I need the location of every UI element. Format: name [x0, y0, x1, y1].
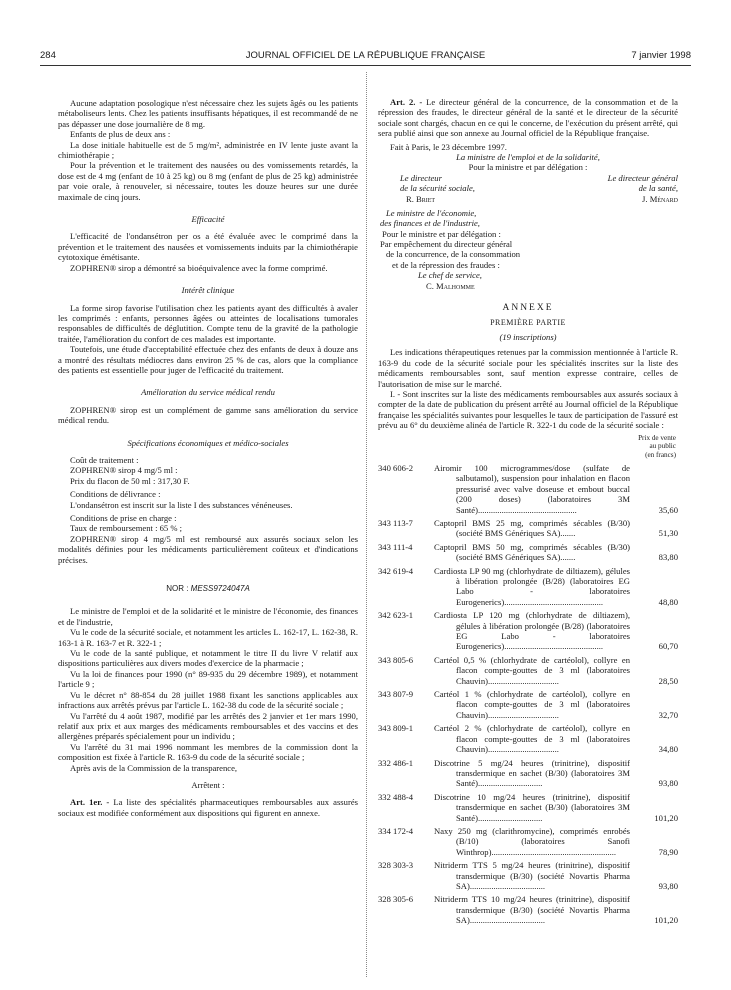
price-column-header	[378, 434, 678, 460]
paragraph: L'efficacité de l'ondansétron per os a été évaluée avec le comprimé dans la prévention et le traitement des nausées et vomissements induits par la chimiothérapie cytotoxique émétisante.	[58, 231, 358, 263]
chef-name: C. Malhomme	[426, 280, 475, 291]
vu-clause: Vu le décret n° 88-854 du 28 juillet 1988 fixant les sanctions applicables aux infractions aux arrêtés prévus par l'article L. 162-38 du code de la sécurité sociale ;	[58, 689, 358, 711]
medication-code: 328 303-3	[378, 860, 414, 871]
medication-price: 60,70	[658, 641, 678, 652]
ministre-emploi: La ministre de l'emploi et de la solidarité,	[456, 152, 600, 163]
medication-code: 342 619-4	[378, 565, 414, 576]
paragraph: ZOPHREN® sirop est un complément de gamme sans amélioration du service médical rendu.	[58, 404, 358, 426]
section-heading-amelioration: Amélioration du service médical rendu	[141, 387, 275, 398]
pour-la-ministre: Pour la ministre et par délégation :	[468, 162, 588, 173]
medication-code: 343 809-1	[378, 723, 414, 734]
left-column	[58, 98, 358, 818]
medication-price: 34,80	[658, 744, 678, 755]
signature-right	[538, 173, 678, 194]
medication-row	[378, 542, 678, 563]
empechement: Par empêchement du directeur général	[380, 239, 513, 250]
inscriptions-count: (19 inscriptions)	[499, 331, 557, 342]
empechement: de la concurrence, de la consommation	[386, 249, 521, 260]
right-column	[378, 97, 678, 926]
article-1-label: Art. 1er. -	[70, 797, 110, 808]
medication-description: Airomir 100 microgrammes/dose (sulfate de salbutamol), suspension pour inhalation en flacon pressurisé avec valve doseuse et embout buccal (200 doses) (laboratoires 3M Santé)..............................................	[434, 462, 630, 515]
nor-reference	[58, 584, 358, 594]
medication-row	[378, 826, 678, 857]
vu-clause: Vu l'arrêté du 4 août 1987, modifié par les arrêtés des 2 janvier et 1er mars 1990, relatif aux prix et aux marges des médicaments remboursables et des vaccins et des allergènes préparés spécialement pour un individu ;	[58, 710, 358, 742]
paragraph: Aucune adaptation posologique n'est nécessaire chez les sujets âgés ou les patients métaboliseurs lents. Chez les patients insuffisants hépatiques, il est recommandé de ne pas dépasser une dose journalière de 8 mg.	[58, 98, 358, 129]
spec-line: Prix du flacon de 50 ml : 317,30 F.	[70, 475, 190, 486]
arretent: Arrêtent :	[191, 779, 225, 790]
article-1-text: La liste des spécialités pharmaceutiques remboursables aux assurés sociaux est modifiée conformément aux dispositions qui figurent en annexe.	[58, 797, 358, 818]
arrete-intro: Le ministre de l'emploi et de la solidarité et le ministre de l'économie, des finances et de l'industrie,	[58, 606, 358, 627]
medication-description: Nitriderm TTS 10 mg/24 heures (trinitrine), dispositif transdermique (B/30) (société Novartis Pharma SA)...................................	[434, 894, 630, 926]
spec-line: Taux de remboursement : 65 % ;	[70, 523, 183, 534]
article-2	[378, 97, 678, 139]
section-heading-interet: Intérêt clinique	[181, 285, 235, 296]
medication-description: Cardiosta LP 120 mg (chlorhydrate de diltiazem), gélules à libération prolongée (B/28) (laboratoires EG Labo - laboratoires Eurogenerics)..............................................	[434, 610, 630, 652]
signature-title: Le directeur	[400, 172, 442, 183]
medication-price: 35,60	[658, 504, 678, 515]
spec-line: ZOPHREN® sirop 4 mg/5 ml :	[70, 465, 178, 476]
paragraph: Toutefois, une étude d'acceptabilité effectuée chez des enfants de deux à douze ans a montré des résultats médiocres dans environ 25 % de cas, alors que la compliance des patients est essentielle pour juger de l'efficacité du traitement.	[58, 344, 358, 375]
paragraph: Enfants de plus de deux ans :	[70, 129, 171, 140]
page-header	[40, 50, 691, 64]
medication-price: 93,80	[658, 880, 678, 891]
signature-title: de la santé,	[638, 183, 678, 194]
issue-date: 7 janvier 1998	[631, 50, 691, 61]
header-rule	[40, 65, 691, 66]
ministre-economie: des finances et de l'industrie,	[380, 218, 480, 229]
signature-left	[400, 173, 550, 194]
medication-description: Cartéol 0,5 % (chlorhydrate de cartéolol), collyre en flacon compte-gouttes de 3 ml (laboratoires Chauvin).................................	[434, 654, 630, 686]
spec-line: Conditions de prise en charge :	[70, 513, 177, 523]
medication-row	[378, 655, 678, 686]
vu-clause: Après avis de la Commission de la transparence,	[70, 762, 238, 773]
article-2-text: Le directeur général de la concurrence, de la consommation et de la répression des fraudes, le directeur général de la santé et le directeur de la sécurité sociale sont chargés, chacun en ce qui le concerne, de l'exécution du présent arrêté, qui sera publié ainsi que son annexe au Journal officiel de la République française.	[378, 97, 678, 139]
medication-description: Discotrine 5 mg/24 heures (trinitrine), dispositif transdermique en sachet (B/30) (laboratoires 3M Santé)..............................	[434, 757, 630, 789]
section-heading-specifications: Spécifications économiques et médico-sociales	[127, 437, 289, 448]
signature-title: Le directeur général	[607, 172, 678, 183]
medication-price: 32,70	[658, 709, 678, 720]
paragraph: Pour la prévention et le traitement des nausées ou des vomissements retardés, la dose est de 4 mg (enfant de 10 à 25 kg) ou 8 mg (enfant de plus de 25 kg) administrée par voie orale, à renouveler, si nécessaire, toutes les douze heures sur une durée maximale de cinq jours.	[58, 160, 358, 202]
medication-price: 28,50	[658, 675, 678, 686]
paragraph: ZOPHREN® sirop a démontré sa bioéquivalence avec la forme comprimé.	[70, 262, 328, 273]
ministre-economie: Le ministre de l'économie,	[386, 207, 477, 218]
medication-code: 342 623-1	[378, 610, 414, 621]
empechement: et de la répression des fraudes :	[392, 259, 500, 270]
medication-description: Nitriderm TTS 5 mg/24 heures (trinitrine), dispositif transdermique (B/30) (société Novartis Pharma SA)...................................	[434, 860, 630, 891]
price-header-line: (en francs)	[645, 451, 676, 460]
journal-title: JOURNAL OFFICIEL DE LA RÉPUBLIQUE FRANÇAISE	[245, 50, 486, 61]
medication-row	[378, 610, 678, 652]
medication-row	[378, 463, 678, 515]
price-header-line: Prix de vente	[638, 433, 676, 442]
vu-clause: Vu le code de la sécurité sociale, et notamment les articles L. 162-17, L. 162-38, R. 163-1 à R. 163-7 et R. 322-1 ;	[58, 627, 358, 648]
medication-row	[378, 723, 678, 754]
paragraph: La forme sirop favorise l'utilisation chez les patients ayant des difficultés à avaler les comprimés : enfants, personnes âgées ou atteintes de localisations tumorales responsables de difficultés de déglutition. Compte tenu de la gravité de la pathologie traitée, l'amélioration du confort de ces malades est importante.	[58, 302, 358, 344]
medication-price: 101,20	[654, 812, 678, 823]
medication-code: 343 805-6	[378, 654, 414, 665]
medication-row	[378, 860, 678, 891]
medication-row	[378, 894, 678, 925]
signature-left-name: R. Briet	[406, 193, 436, 204]
medication-code: 343 111-4	[378, 541, 413, 552]
medication-price: 93,80	[658, 778, 678, 789]
nor-code: MESS9724047A	[190, 584, 250, 594]
medication-row	[378, 792, 678, 823]
signatures-block	[378, 173, 678, 205]
spec-line: ZOPHREN® sirop 4 mg/5 ml est remboursé aux assurés sociaux selon les modalités définies pour les médicaments particulièrement coûteux et d'indications précises.	[58, 533, 358, 565]
section-1: I. - Sont inscrites sur la liste des médicaments remboursables aux assurés sociaux à compter de la date de publication du présent arrêté au Journal officiel de la République française les spécialités suivantes pour lesquelles le taux de participation de l'assuré est prévu au 6° du deuxième alinéa de l'article R. 322-1 du code de la sécurité sociale :	[378, 388, 678, 431]
medication-description: Discotrine 10 mg/24 heures (trinitrine), dispositif transdermique en sachet (B/30) (laboratoires 3M Santé)..............................	[434, 791, 630, 823]
medication-row	[378, 518, 678, 539]
medication-price: 48,80	[658, 596, 678, 607]
spec-line: L'ondansétron est inscrit sur la liste I des substances vénéneuses.	[70, 499, 293, 510]
medication-description: Cardiosta LP 90 mg (chlorhydrate de diltiazem), gélules à libération prolongée (B/28) (laboratoires EG Labo - laboratoires Eurogenerics)..............................................	[434, 565, 630, 607]
annexe-intro: Les indications thérapeutiques retenues par la commission mentionnée à l'article R. 163-9 du code de la sécurité sociale pour les spécialités inscrites sur la liste des médicaments remboursables sont, sauf mention expresse contraire, celles de l'autorisation de mise sur le marché.	[378, 347, 678, 389]
article-1	[58, 797, 358, 818]
page-number: 284	[40, 50, 56, 61]
signature-right-name: J. Ménard	[642, 193, 678, 204]
column-divider	[366, 72, 367, 977]
medication-row	[378, 566, 678, 608]
medication-code: 343 807-9	[378, 689, 414, 700]
medication-code: 340 606-2	[378, 462, 414, 473]
section-heading-efficacite: Efficacité	[191, 214, 225, 225]
medication-code: 328 305-6	[378, 894, 414, 905]
medication-price: 101,20	[654, 915, 678, 926]
annexe-title: ANNEXE	[502, 303, 554, 314]
medication-description: Cartéol 2 % (chlorhydrate de cartéolol), collyre en flacon compte-gouttes de 3 ml (laboratoires Chauvin).................................	[434, 723, 630, 755]
medication-code: 332 486-1	[378, 757, 414, 768]
medication-code: 343 113-7	[378, 517, 413, 528]
pour-le-ministre: Pour le ministre et par délégation :	[382, 228, 501, 239]
medication-description: Naxy 250 mg (clarithromycine), comprimés enrobés (B/10) (laboratoires Sanofi Winthrop)..........................................................	[434, 825, 630, 857]
medication-description: Captopril BMS 50 mg, comprimés sécables (B/30) (société BMS Génériques SA).......	[434, 541, 630, 563]
vu-clause: Vu la loi de finances pour 1990 (n° 89-935 du 29 décembre 1989), et notamment l'article 9 ;	[58, 668, 358, 690]
chef-de-service: Le chef de service,	[418, 270, 482, 281]
medication-row	[378, 689, 678, 720]
medication-row	[378, 758, 678, 789]
medication-description: Cartéol 1 % (chlorhydrate de cartéolol), collyre en flacon compte-gouttes de 3 ml (laboratoires Chauvin).................................	[434, 689, 630, 720]
signature-title: de la sécurité sociale,	[400, 183, 475, 194]
nor-label: NOR :	[166, 584, 189, 594]
price-header-line: au public	[649, 442, 676, 451]
premiere-partie: PREMIÈRE PARTIE	[490, 317, 566, 327]
medication-code: 332 488-4	[378, 791, 414, 802]
spec-line: Coût de traitement :	[70, 454, 139, 465]
medication-price: 78,90	[658, 846, 678, 857]
medication-list	[378, 463, 678, 926]
vu-clause: Vu l'arrêté du 31 mai 1996 nommant les membres de la commission dont la composition est fixée à l'article R. 163-9 du code de la sécurité sociale ;	[58, 741, 358, 763]
article-2-label: Art. 2. -	[390, 97, 423, 107]
medication-price: 83,80	[658, 552, 678, 563]
medication-description: Captopril BMS 25 mg, comprimés sécables (B/30) (société BMS Génériques SA).......	[434, 517, 630, 539]
fait-a-paris: Fait à Paris, le 23 décembre 1997.	[390, 141, 507, 152]
medication-code: 334 172-4	[378, 825, 414, 836]
vu-clause: Vu le code de la santé publique, et notamment le titre II du livre V relatif aux dispositions particulières aux divers modes d'exercice de la pharmacie ;	[58, 648, 358, 669]
spec-line: Conditions de délivrance :	[70, 489, 161, 500]
paragraph: La dose initiale habituelle est de 5 mg/m², administrée en IV lente juste avant la chimiothérapie ;	[58, 139, 358, 161]
medication-price: 51,30	[658, 528, 678, 539]
